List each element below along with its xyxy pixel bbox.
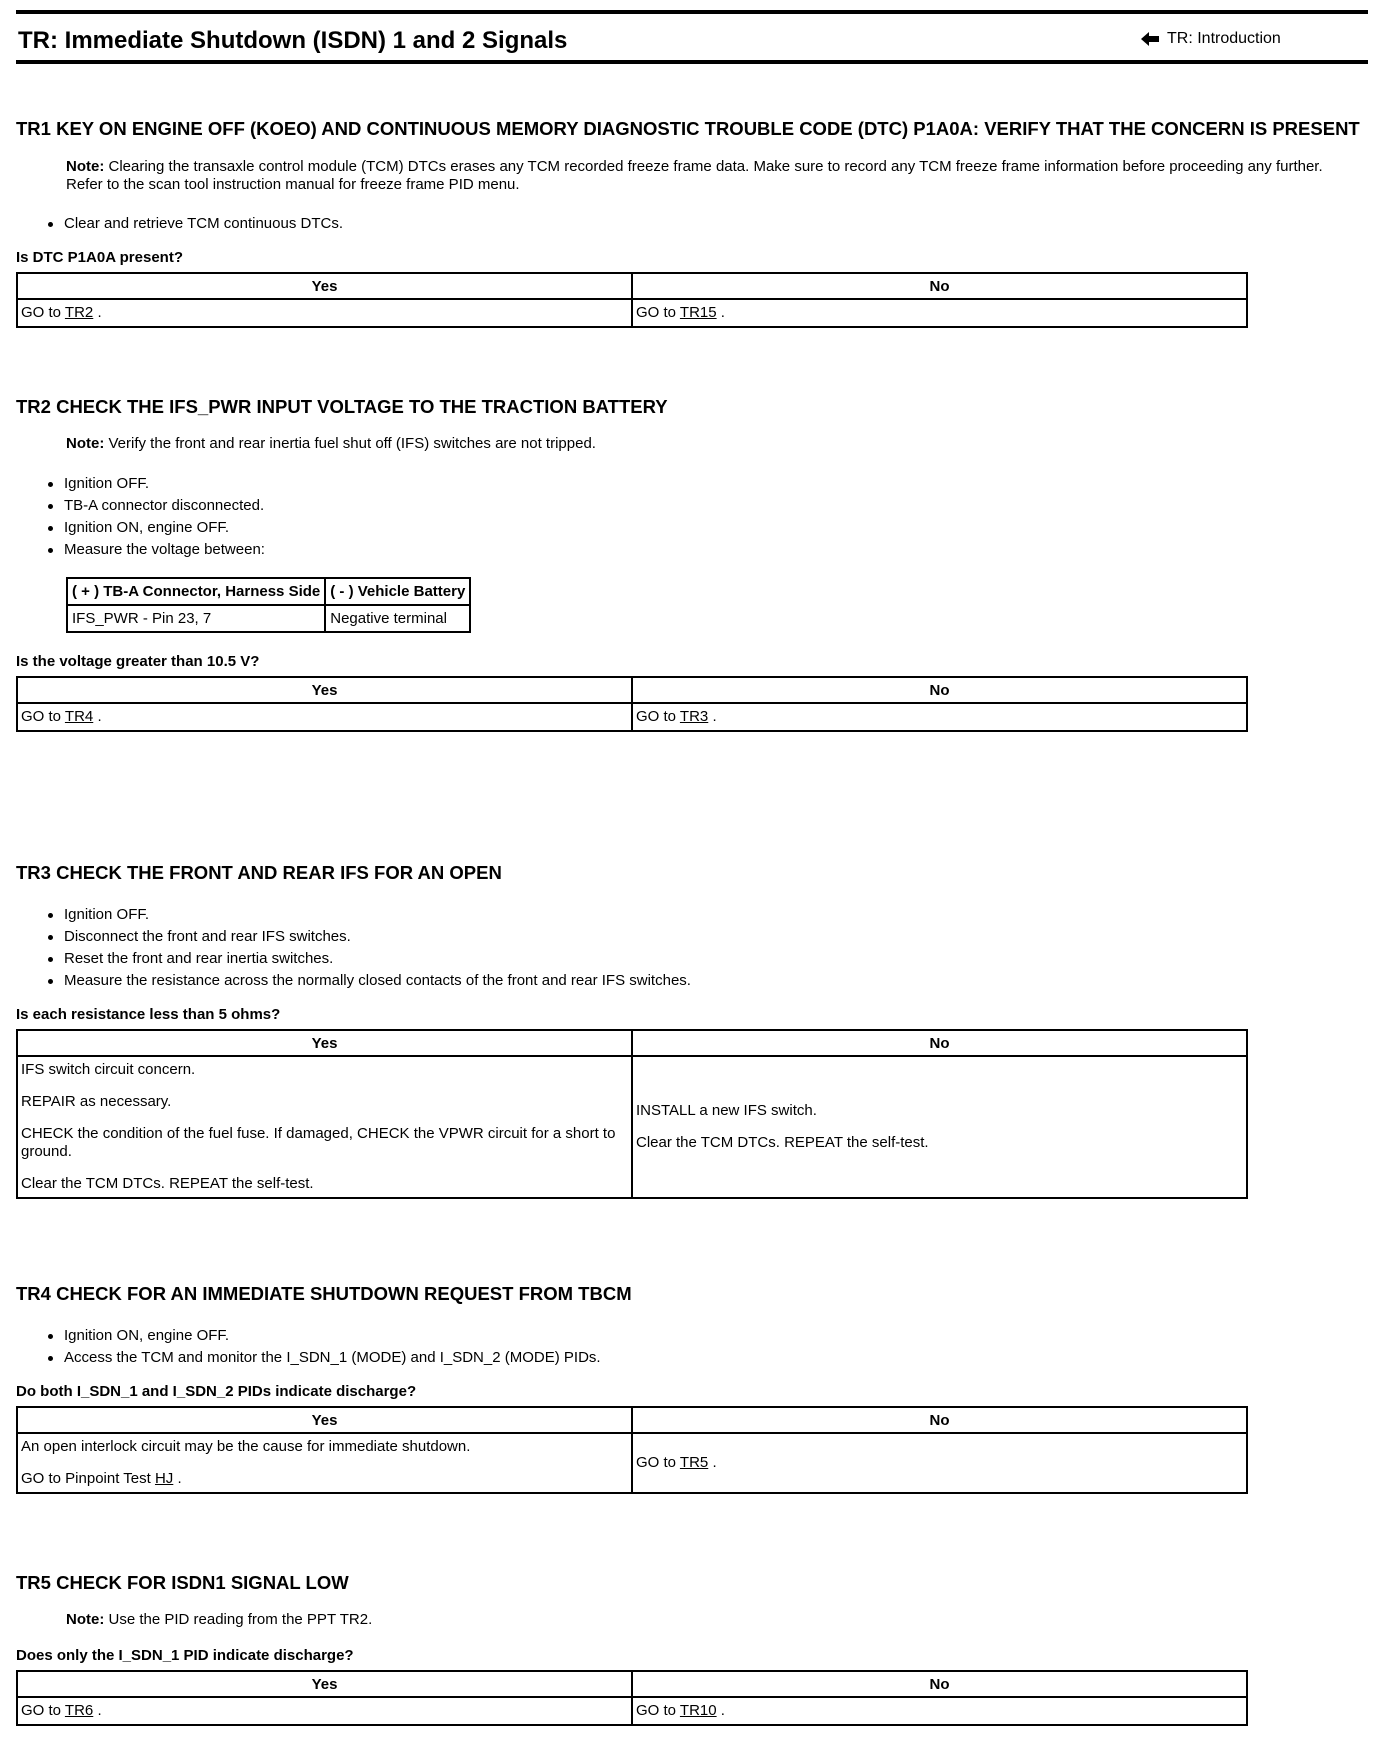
yes-no-table [16, 1670, 1248, 1726]
section-tr5 [16, 1572, 1368, 1726]
yes-line: An open interlock circuit may be the cause for immediate shutdown. [21, 1438, 471, 1455]
no-header: No [632, 1407, 1247, 1433]
note-text: Verify the front and rear inertia fuel shut off (IFS) switches are not tripped. [108, 435, 596, 452]
no-header: No [632, 677, 1247, 703]
no-header: No [632, 1030, 1247, 1056]
goto-text: GO to [21, 304, 62, 321]
yes-no-table [16, 676, 1248, 732]
no-header: No [632, 1671, 1247, 1697]
link-hj[interactable]: HJ [154, 1470, 174, 1487]
goto-text: GO to [21, 708, 62, 725]
yes-line: IFS switch circuit concern. [21, 1061, 196, 1078]
link-tr15[interactable]: TR15 [679, 304, 717, 321]
section-heading: TR1 KEY ON ENGINE OFF (KOEO) AND CONTINUOUS MEMORY DIAGNOSTIC TROUBLE CODE (DTC) P1A0A: VERIFY THAT THE CONCERN IS PRESENT [16, 118, 1360, 139]
no-cell [632, 1697, 1247, 1725]
yes-cell [17, 1433, 632, 1493]
period: . [97, 708, 102, 725]
list-item: Measure the voltage between: [48, 539, 1368, 561]
no-cell [632, 1056, 1247, 1198]
yes-header: Yes [17, 1030, 632, 1056]
no-line: Clear the TCM DTCs. REPEAT the self-test. [636, 1134, 929, 1151]
no-line: INSTALL a new IFS switch. [636, 1102, 817, 1119]
goto-text: GO to [636, 1702, 677, 1719]
link-tr3[interactable]: TR3 [679, 708, 709, 725]
section-tr3 [16, 862, 1368, 1199]
section-heading: TR2 CHECK THE IFS_PWR INPUT VOLTAGE TO THE TRACTION BATTERY [16, 396, 668, 417]
section-tr1 [16, 118, 1368, 328]
no-cell [632, 1433, 1247, 1493]
period: . [720, 1702, 725, 1719]
yes-header: Yes [17, 677, 632, 703]
period: . [177, 1470, 182, 1487]
meas-header-positive: ( + ) TB-A Connector, Harness Side [67, 578, 325, 605]
back-link[interactable] [1141, 30, 1281, 48]
yes-cell [17, 1697, 632, 1725]
section-heading: TR5 CHECK FOR ISDN1 SIGNAL LOW [16, 1572, 349, 1593]
meas-cell-positive: IFS_PWR - Pin 23, 7 [67, 605, 325, 632]
yes-cell [17, 1056, 632, 1198]
yes-no-table [16, 1029, 1248, 1199]
period: . [97, 304, 102, 321]
no-header: No [632, 273, 1247, 299]
meas-cell-negative: Negative terminal [325, 605, 470, 632]
measurement-table [66, 577, 471, 633]
note [16, 435, 1368, 453]
question: Is each resistance less than 5 ohms? [16, 1006, 281, 1023]
yes-header: Yes [17, 273, 632, 299]
yes-line: CHECK the condition of the fuel fuse. If damaged, CHECK the VPWR circuit for a short to ground. [21, 1125, 616, 1160]
period: . [712, 1454, 717, 1471]
yes-cell [17, 703, 632, 731]
list-item: Measure the resistance across the normally closed contacts of the front and rear IFS switches. [48, 970, 1368, 992]
page-title: TR: Immediate Shutdown (ISDN) 1 and 2 Signals [18, 27, 568, 54]
list-item: Reset the front and rear inertia switches. [48, 948, 1368, 970]
note-label: Note: [66, 435, 105, 452]
note-text: Clearing the transaxle control module (TCM) DTCs erases any TCM recorded freeze frame data. Make sure to record any TCM freeze frame information before proceeding any further. Refer to the scan tool instruction manual for freeze frame PID menu. [66, 158, 1323, 193]
list-item: Access the TCM and monitor the I_SDN_1 (MODE) and I_SDN_2 (MODE) PIDs. [48, 1347, 1368, 1369]
link-tr4[interactable]: TR4 [64, 708, 94, 725]
arrow-left-icon [1141, 32, 1159, 46]
goto-text: GO to [636, 1454, 677, 1471]
section-heading: TR4 CHECK FOR AN IMMEDIATE SHUTDOWN REQUEST FROM TBCM [16, 1283, 632, 1304]
link-tr2[interactable]: TR2 [64, 304, 94, 321]
list-item: Ignition ON, engine OFF. [48, 517, 1368, 539]
note-text: Use the PID reading from the PPT TR2. [108, 1611, 373, 1628]
period: . [720, 304, 725, 321]
list-item: Clear and retrieve TCM continuous DTCs. [48, 213, 1368, 235]
yes-no-table [16, 272, 1248, 328]
meas-header-negative: ( - ) Vehicle Battery [325, 578, 470, 605]
link-tr6[interactable]: TR6 [64, 1702, 94, 1719]
step-list [16, 213, 1368, 235]
yes-line: REPAIR as necessary. [21, 1093, 172, 1110]
section-tr4 [16, 1283, 1368, 1494]
question: Is DTC P1A0A present? [16, 249, 183, 266]
note [16, 1611, 1368, 1629]
note [16, 158, 1368, 194]
yes-no-table [16, 1406, 1248, 1494]
list-item: Disconnect the front and rear IFS switches. [48, 926, 1368, 948]
goto-text: GO to Pinpoint Test [21, 1470, 151, 1487]
period: . [97, 1702, 102, 1719]
back-link-label: TR: Introduction [1167, 30, 1281, 47]
question: Is the voltage greater than 10.5 V? [16, 653, 260, 670]
yes-line [21, 1470, 628, 1488]
no-cell [632, 299, 1247, 327]
goto-text: GO to [636, 708, 677, 725]
note-label: Note: [66, 1611, 105, 1628]
question: Do both I_SDN_1 and I_SDN_2 PIDs indicate discharge? [16, 1383, 417, 1400]
yes-header: Yes [17, 1671, 632, 1697]
step-list [16, 904, 1368, 992]
list-item: Ignition ON, engine OFF. [48, 1325, 1368, 1347]
goto-text: GO to [636, 304, 677, 321]
link-tr5[interactable]: TR5 [679, 1454, 709, 1471]
goto-text: GO to [21, 1702, 62, 1719]
list-item: Ignition OFF. [48, 904, 1368, 926]
note-label: Note: [66, 158, 105, 175]
step-list [16, 473, 1368, 561]
yes-header: Yes [17, 1407, 632, 1433]
yes-line: Clear the TCM DTCs. REPEAT the self-test. [21, 1175, 314, 1192]
list-item: Ignition OFF. [48, 473, 1368, 495]
step-list [16, 1325, 1368, 1369]
period: . [712, 708, 717, 725]
no-cell [632, 703, 1247, 731]
yes-cell [17, 299, 632, 327]
link-tr10[interactable]: TR10 [679, 1702, 717, 1719]
section-tr2 [16, 396, 1368, 732]
question: Does only the I_SDN_1 PID indicate discharge? [16, 1647, 354, 1664]
section-heading: TR3 CHECK THE FRONT AND REAR IFS FOR AN OPEN [16, 862, 502, 883]
page-header [16, 10, 1368, 64]
list-item: TB-A connector disconnected. [48, 495, 1368, 517]
